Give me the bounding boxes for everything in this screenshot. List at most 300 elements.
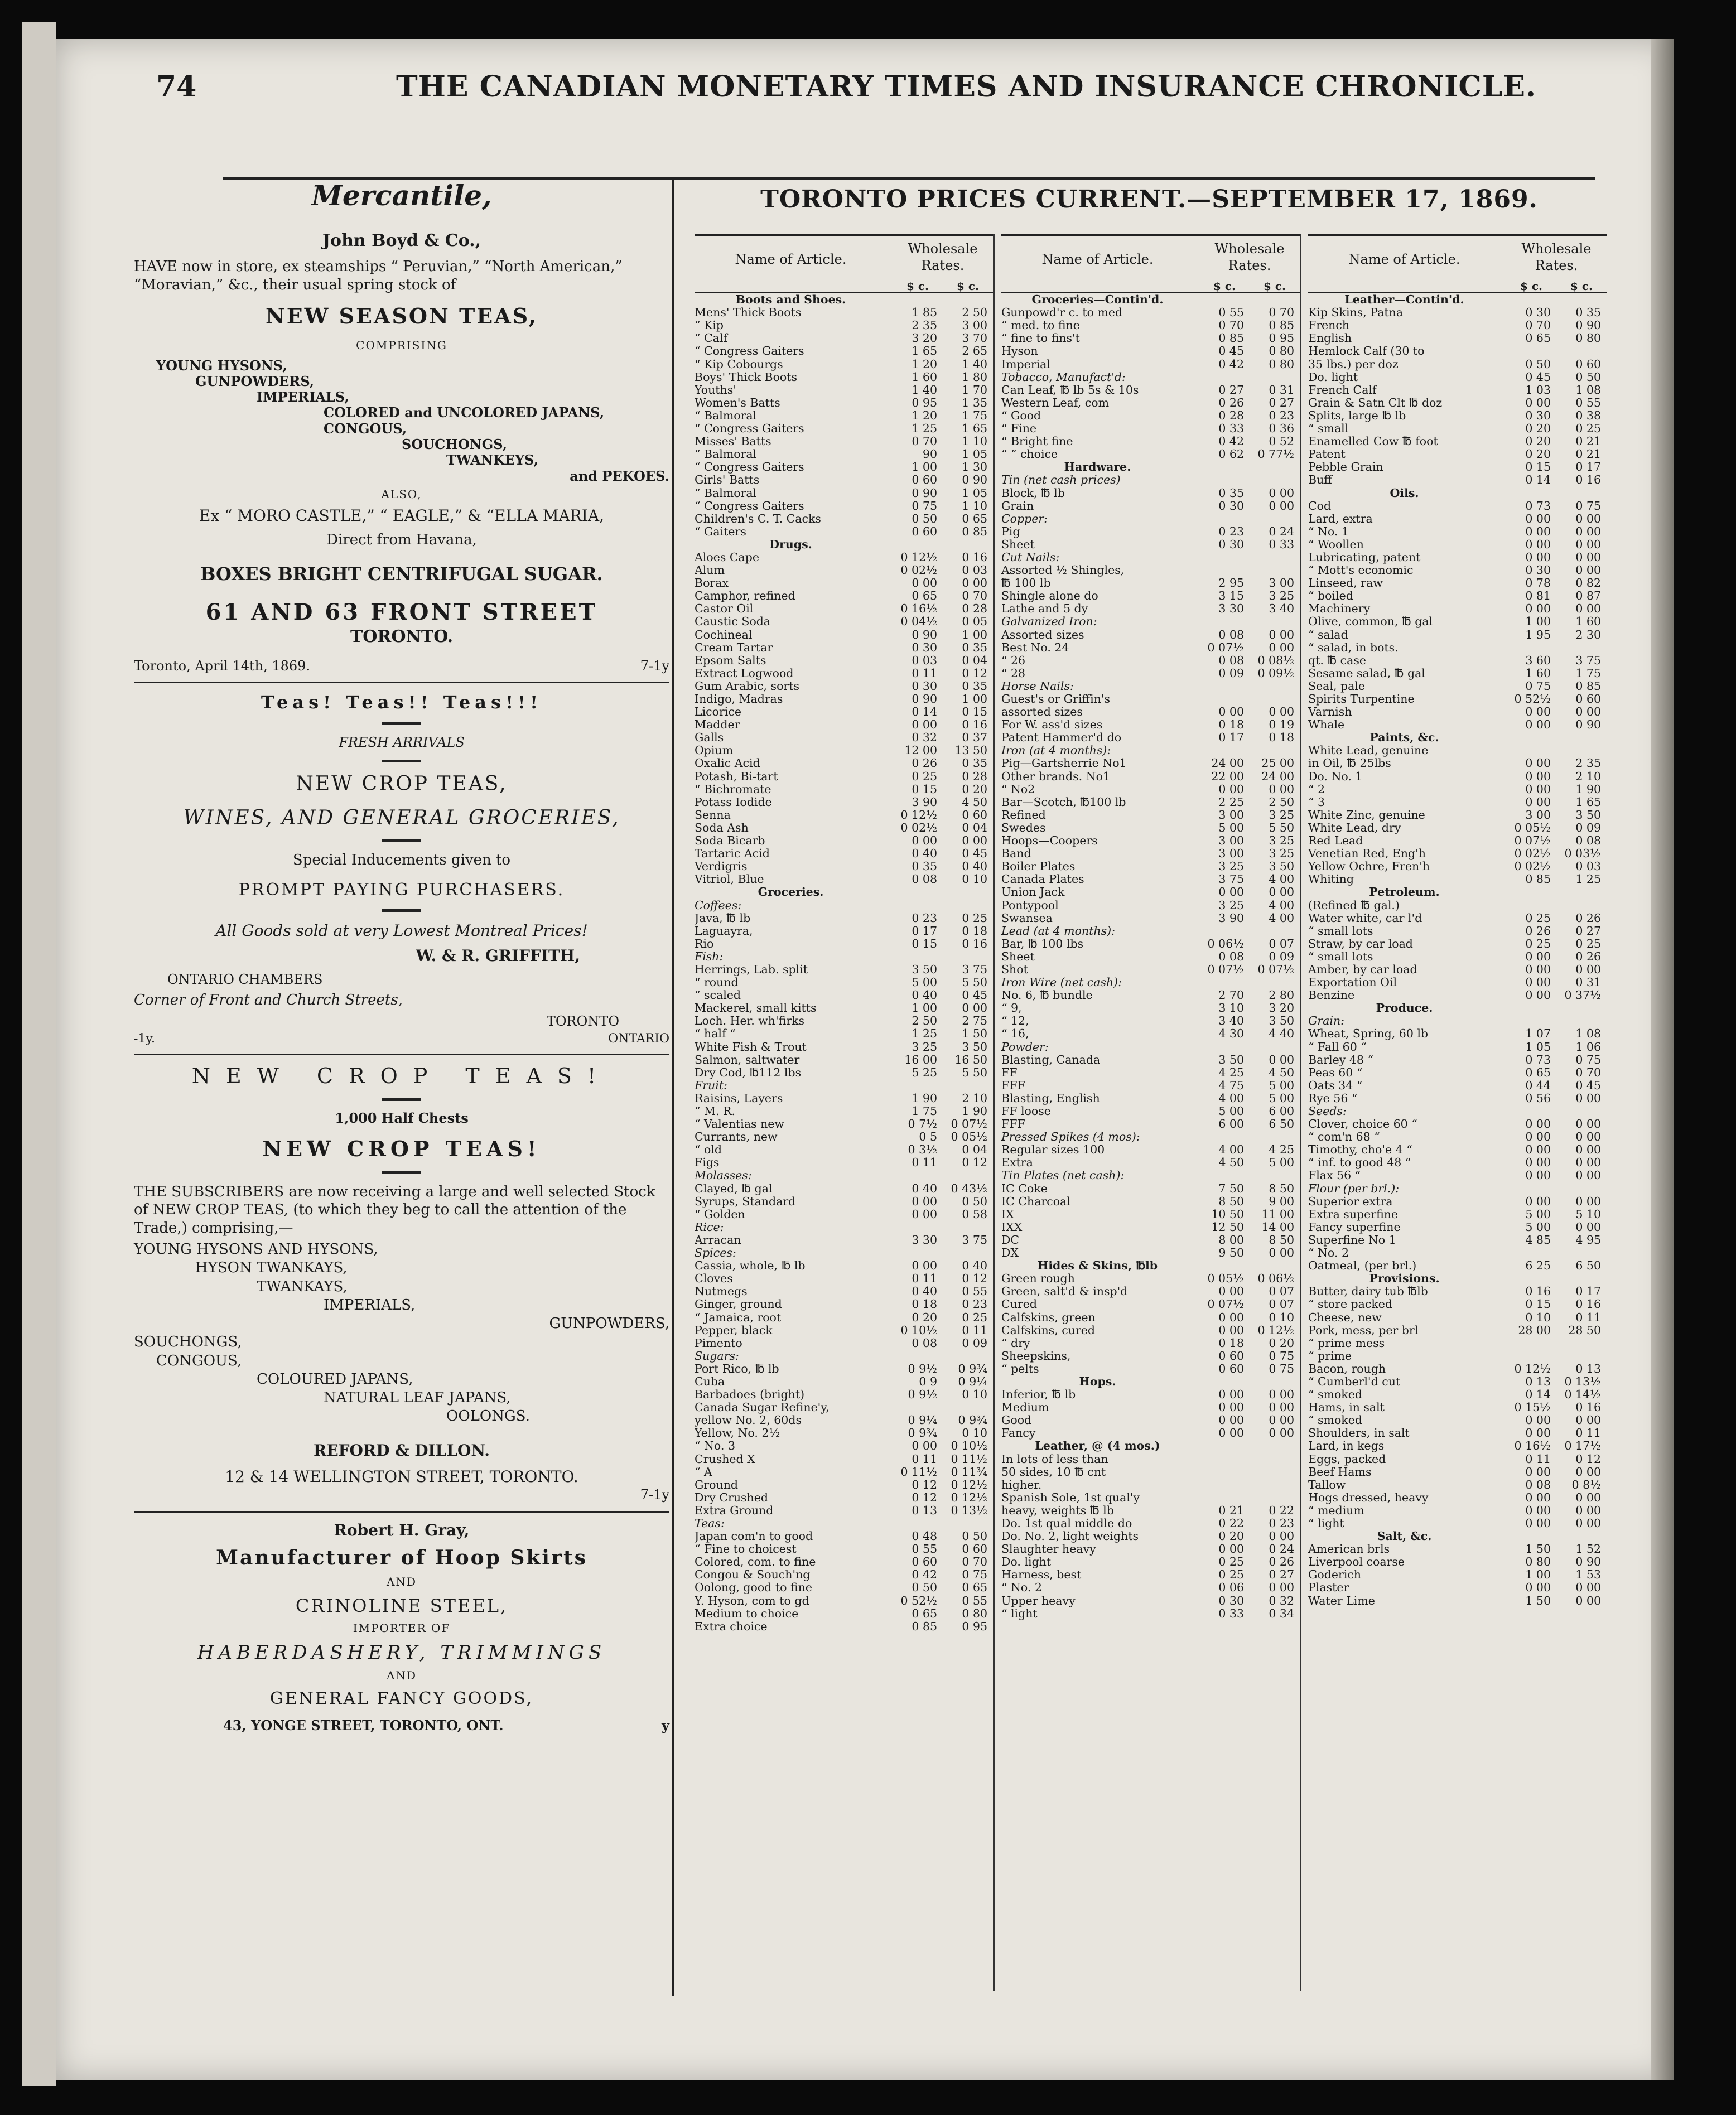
article-name: Borax <box>695 577 729 590</box>
short-rule <box>382 1171 421 1174</box>
price-row <box>695 384 993 397</box>
rate-low: 0 42 <box>912 1568 937 1582</box>
rate-low: 8 00 <box>1218 1233 1244 1247</box>
article-name: “ smoked <box>1308 1388 1362 1402</box>
article-name: Cut Nails: <box>1001 551 1060 564</box>
rate-low: 0 04½ <box>900 615 937 629</box>
price-row <box>1001 989 1300 1002</box>
rate-high: 0 21 <box>1575 435 1601 448</box>
price-row <box>695 641 993 654</box>
price-row <box>1001 409 1300 422</box>
rate-high: 0 35 <box>1575 306 1601 320</box>
article-name: White Zinc, genuine <box>1308 808 1425 822</box>
article-name: Pork, mess, per brl <box>1308 1324 1419 1337</box>
subheading-row <box>1001 744 1300 757</box>
article-name: Fish: <box>695 950 724 963</box>
rate-high: 0 00 <box>1269 641 1294 654</box>
rate-low: 0 00 <box>1218 1285 1244 1298</box>
price-row <box>1308 358 1607 370</box>
rate-high: 0 20 <box>962 783 987 796</box>
article-name: White Lead, genuine <box>1308 744 1429 757</box>
rate-low: 90 <box>922 448 937 461</box>
price-row <box>1001 422 1300 435</box>
article-name: Mackerel, small kitts <box>695 1002 817 1015</box>
rate-low: 0 30 <box>1218 538 1244 551</box>
article-name: Sheet <box>1001 950 1035 963</box>
price-row <box>1001 1479 1300 1491</box>
rate-low: 0 15½ <box>1514 1401 1551 1414</box>
ad-fresh: FRESH ARRIVALS <box>339 735 465 750</box>
rate-low: 1 05 <box>1525 1040 1551 1054</box>
article-name: Bar—Scotch, ℔100 lb <box>1001 795 1126 809</box>
ad-importer: IMPORTER OF <box>353 1621 451 1635</box>
article-name: Slaughter heavy <box>1001 1543 1096 1556</box>
price-row <box>1001 1143 1300 1156</box>
article-name: Olive, common, ℔ gal <box>1308 615 1433 629</box>
rate-low: 0 60 <box>912 1556 937 1569</box>
rate-low: 0 00 <box>912 1195 937 1208</box>
article-name: Spanish Sole, 1st qual'y <box>1001 1491 1140 1504</box>
article-name: Lead (at 4 months): <box>1001 924 1115 938</box>
subheading-row <box>1001 371 1300 384</box>
rate-low: 0 40 <box>912 1285 937 1298</box>
rate-low: 0 14 <box>1525 1388 1551 1402</box>
rate-low: 0 08 <box>1525 1478 1551 1491</box>
article-name: Can Leaf, ℔ lb 5s & 10s <box>1001 383 1139 397</box>
rate-high: 0 13 <box>1575 1362 1601 1375</box>
price-row <box>1308 448 1607 461</box>
rate-high: 2 75 <box>962 1015 987 1028</box>
price-row <box>1001 577 1300 590</box>
rate-high: 0 77½ <box>1257 448 1294 461</box>
rate-low: 0 00 <box>1525 396 1551 409</box>
article-name: Currants, new <box>695 1131 778 1144</box>
rate-high: 0 07½ <box>1257 963 1294 976</box>
rate-header-label: Wholesale Rates. <box>1214 241 1285 273</box>
column-rule <box>993 234 995 1991</box>
rate-low: 0 73 <box>1525 499 1551 513</box>
rate-low: 0 7½ <box>908 1118 937 1131</box>
rate-high: 0 00 <box>1269 1053 1294 1066</box>
rate-high: 0 36 <box>1269 422 1294 436</box>
article-name: Extra superfine <box>1308 1208 1399 1221</box>
article-name: Green rough <box>1001 1272 1075 1286</box>
price-row <box>1001 1452 1300 1465</box>
article-name: Machinery <box>1308 602 1371 616</box>
price-row <box>1308 1092 1607 1105</box>
rate-high: 25 00 <box>1261 757 1294 770</box>
price-row <box>1001 500 1300 513</box>
price-row <box>1308 1440 1607 1452</box>
rate-high: 1 70 <box>962 383 987 397</box>
price-row <box>1001 538 1300 551</box>
article-name: Seeds: <box>1308 1105 1347 1118</box>
price-row <box>695 1156 993 1169</box>
page-number: 74 <box>156 70 197 104</box>
article-name: 35 lbs.) per doz <box>1308 358 1399 371</box>
article-name: Regular sizes 100 <box>1001 1143 1105 1157</box>
price-row <box>1001 448 1300 461</box>
rate-high: 0 07 <box>1269 937 1294 950</box>
rate-high: 0 28 <box>962 602 987 616</box>
article-name: Benzine <box>1308 989 1355 1002</box>
rate-low: 0 15 <box>1525 1298 1551 1311</box>
article-name: Epsom Salts <box>695 654 766 667</box>
price-row <box>695 654 993 667</box>
article-name: Varnish <box>1308 706 1352 719</box>
article-name: Extra <box>1001 1156 1033 1170</box>
article-name: in Oil, ℔ 25lbs <box>1308 757 1391 770</box>
rate-high: 0 00 <box>1575 1594 1601 1607</box>
price-row <box>695 1195 993 1208</box>
ad-boxes: BOXES BRIGHT CENTRIFUGAL SUGAR. <box>200 563 603 585</box>
rate-high: 0 28 <box>962 770 987 783</box>
price-row <box>1001 590 1300 602</box>
rate-high: 2 10 <box>962 1092 987 1105</box>
article-name: Girls' Batts <box>695 474 760 487</box>
price-row <box>695 1427 993 1440</box>
price-row <box>1308 525 1607 538</box>
article-name: Band <box>1001 847 1031 861</box>
subheading-row <box>1001 925 1300 938</box>
article-name: Raisins, Layers <box>695 1092 783 1105</box>
article-name: Bacon, rough <box>1308 1362 1386 1375</box>
article-name: IX <box>1001 1208 1014 1221</box>
rate-low: 1 00 <box>1525 1568 1551 1582</box>
rate-low: 3 50 <box>912 963 937 976</box>
rate-low: 9 50 <box>1218 1246 1244 1260</box>
article-name: “ M. R. <box>695 1105 735 1118</box>
article-name: Linseed, raw <box>1308 577 1383 590</box>
price-row <box>695 525 993 538</box>
rate-high: 0 16 <box>1575 474 1601 487</box>
price-row <box>695 1401 993 1414</box>
rate-low: 0 16½ <box>1514 1440 1551 1453</box>
rate-high: 1 52 <box>1575 1543 1601 1556</box>
rate-low: 0 42 <box>1218 435 1244 448</box>
rate-low: 1 65 <box>912 345 937 358</box>
rate-high: 0 00 <box>1575 1491 1601 1504</box>
rate-high: 0 00 <box>1575 1517 1601 1530</box>
price-row <box>1001 693 1300 706</box>
ad-firm: W. & R. GRIFFITH, <box>416 947 580 965</box>
article-name: Horse Nails: <box>1001 679 1074 693</box>
subheading-row <box>695 950 993 963</box>
article-name: Swedes <box>1001 821 1046 834</box>
rate-high: 3 50 <box>1575 808 1601 822</box>
column-header <box>695 234 993 293</box>
rate-high: 0 15 <box>962 706 987 719</box>
article-name: IXX <box>1001 1220 1023 1234</box>
tea-line: SOUCHONGS, <box>402 436 508 453</box>
article-name: Misses' Batts <box>695 435 771 448</box>
rate-low: 3 50 <box>1218 1053 1244 1066</box>
price-row <box>1001 1337 1300 1350</box>
price-row <box>1308 1363 1607 1375</box>
price-row <box>1308 319 1607 332</box>
rate-high: 0 55 <box>1575 396 1601 409</box>
article-name: “ inf. to good 48 “ <box>1308 1156 1411 1170</box>
price-row <box>695 1337 993 1350</box>
rate-low: 4 00 <box>1218 1092 1244 1105</box>
rate-header <box>1506 240 1607 293</box>
rate-high: 0 00 <box>1269 1388 1294 1402</box>
article-name: Congou & Souch'ng <box>695 1568 811 1582</box>
price-row <box>695 667 993 680</box>
ad-griffith <box>134 691 669 1046</box>
rate-low: 28 00 <box>1518 1324 1551 1337</box>
rate-high: 0 70 <box>962 590 987 603</box>
rate-high: 0 80 <box>1269 345 1294 358</box>
rate-high: 0 00 <box>1575 525 1601 538</box>
price-row <box>695 1143 993 1156</box>
rate-low: 0 00 <box>1525 989 1551 1002</box>
rate-high: 0 10 <box>962 873 987 886</box>
rate-low: 8 50 <box>1218 1195 1244 1208</box>
rate-high: 0 11½ <box>951 1452 987 1466</box>
rate-high: 5 50 <box>962 1066 987 1079</box>
ad-company: John Boyd & Co., <box>322 230 481 250</box>
rate-high: 0 55 <box>962 1285 987 1298</box>
article-name: Straw, by car load <box>1308 937 1413 950</box>
rate-high: 0 10 <box>962 1427 987 1440</box>
article-name: Indigo, Madras <box>695 693 783 706</box>
price-row <box>1308 435 1607 448</box>
price-row <box>1001 358 1300 370</box>
rate-low: 1 00 <box>912 1002 937 1015</box>
rate-high: 0 95 <box>962 1620 987 1633</box>
rate-high: 0 95 <box>1269 332 1294 345</box>
article-name: Cured <box>1001 1298 1037 1311</box>
rate-high: 0 00 <box>1269 706 1294 719</box>
rate-low: 0 17 <box>912 924 937 938</box>
rate-low: 0 00 <box>1525 706 1551 719</box>
price-row <box>695 1388 993 1401</box>
article-name: Pressed Spikes (4 mos): <box>1001 1131 1140 1144</box>
price-row <box>1308 306 1607 319</box>
price-row <box>695 1054 993 1066</box>
rate-low: 0 20 <box>912 1311 937 1324</box>
ad-corner: Corner of Front and Church Streets, <box>134 992 403 1008</box>
price-row <box>695 1285 993 1298</box>
section-heading-row <box>1308 731 1607 744</box>
rate-low: 4 25 <box>1218 1066 1244 1079</box>
rate-high: 0 45 <box>1575 1079 1601 1092</box>
rate-low: 0 30 <box>1525 306 1551 320</box>
unit-label: $ c. <box>906 279 929 293</box>
article-name: “ Bichromate <box>695 783 771 796</box>
rate-high: 0 00 <box>1575 551 1601 564</box>
article-name: ℔ 100 lb <box>1001 577 1051 590</box>
price-row <box>695 1479 993 1491</box>
price-row <box>695 615 993 628</box>
price-row <box>695 551 993 564</box>
rate-header-label: Wholesale Rates. <box>1521 241 1592 273</box>
rate-low: 0 85 <box>1525 873 1551 886</box>
rate-low: 0 06½ <box>1207 937 1244 950</box>
rate-low: 1 60 <box>912 370 937 384</box>
rate-high: 0 07 <box>1269 1285 1294 1298</box>
article-name: “ Balmoral <box>695 409 757 422</box>
price-row <box>1001 602 1300 615</box>
price-row <box>1308 371 1607 384</box>
price-row <box>1308 1118 1607 1131</box>
rate-low: 1 20 <box>912 409 937 422</box>
article-name: Red Lead <box>1308 834 1363 848</box>
price-row <box>1001 718 1300 731</box>
price-row <box>1001 306 1300 319</box>
rate-low: 0 02½ <box>900 821 937 834</box>
rate-high: 0 11 <box>1575 1427 1601 1440</box>
article-name: Tobacco, Manufact'd: <box>1001 370 1126 384</box>
rate-low: 0 44 <box>1525 1079 1551 1092</box>
price-row <box>1308 1350 1607 1363</box>
article-name: “ 9, <box>1001 1002 1022 1015</box>
rate-high: 2 30 <box>1575 628 1601 641</box>
rate-low: 3 00 <box>1218 847 1244 861</box>
price-row <box>1308 615 1607 628</box>
article-name: “ Fall 60 “ <box>1308 1040 1367 1054</box>
rate-low: 0 11 <box>912 1272 937 1286</box>
rate-high: 1 53 <box>1575 1568 1601 1582</box>
short-rule <box>382 760 421 762</box>
article-name: “ small lots <box>1308 924 1373 938</box>
article-name: Vitriol, Blue <box>695 873 764 886</box>
article-name: Flax 56 “ <box>1308 1169 1361 1182</box>
ad-code: -1y. <box>134 1031 155 1046</box>
article-name: In lots of less than <box>1001 1452 1108 1466</box>
article-name: FF loose <box>1001 1105 1051 1118</box>
article-name: Butter, dairy tub ℔lb <box>1308 1285 1428 1298</box>
article-name: Leather—Contin'd. <box>1344 293 1464 307</box>
rate-high: 0 00 <box>962 577 987 590</box>
article-name: Hides & Skins, ℔lb <box>1037 1259 1158 1273</box>
rate-low: 0 14 <box>1525 474 1551 487</box>
rate-low: 0 00 <box>1218 1311 1244 1324</box>
subheading-row <box>695 1079 993 1092</box>
rate-high: 0 70 <box>962 1556 987 1569</box>
rate-low: 0 30 <box>1525 563 1551 577</box>
rate-high: 2 50 <box>962 306 987 320</box>
rate-high: 0 9¾ <box>958 1362 987 1375</box>
rate-low: 0 12½ <box>1514 1362 1551 1375</box>
price-row <box>1001 1363 1300 1375</box>
rate-low: 1 90 <box>912 1092 937 1105</box>
ad-code: 7-1y <box>640 1486 669 1503</box>
article-name: Sheepskins, <box>1001 1349 1071 1363</box>
rate-high: 0 00 <box>1575 1220 1601 1234</box>
price-rows <box>695 293 993 1633</box>
rate-high: 0 16 <box>962 551 987 564</box>
price-row <box>1001 706 1300 718</box>
price-row <box>695 371 993 384</box>
rate-high: 0 80 <box>1575 332 1601 345</box>
price-row <box>695 1234 993 1247</box>
rate-low: 0 40 <box>912 989 937 1002</box>
article-name: Port Rico, ℔ lb <box>695 1362 779 1375</box>
rate-low: 5 00 <box>1218 1104 1244 1118</box>
price-row <box>1308 1298 1607 1311</box>
price-row <box>1001 1298 1300 1311</box>
rate-low: 0 25 <box>912 770 937 783</box>
rate-low: 0 78 <box>1525 577 1551 590</box>
article-name: Do. light <box>1308 370 1358 384</box>
column-header <box>1308 234 1607 293</box>
rate-high: 0 09 <box>1575 821 1601 834</box>
prices-title: TORONTO PRICES CURRENT.—SEPTEMBER 17, 1869. <box>760 185 1538 214</box>
rate-high: 0 03½ <box>1564 847 1601 861</box>
article-name: Hops. <box>1079 1375 1116 1388</box>
rate-low: 3 10 <box>1218 1002 1244 1015</box>
page-header <box>156 70 1584 120</box>
rate-high: 3 00 <box>1269 577 1294 590</box>
price-row <box>695 1414 993 1427</box>
rate-high: 4 00 <box>1269 899 1294 912</box>
price-row <box>1001 1530 1300 1543</box>
rate-high: 5 00 <box>1269 1079 1294 1092</box>
rate-low: 0 70 <box>912 435 937 448</box>
price-row <box>1001 1414 1300 1427</box>
price-row <box>1308 1247 1607 1259</box>
rate-low: 0 30 <box>1218 499 1244 513</box>
rate-high: 1 08 <box>1575 383 1601 397</box>
rate-high: 0 00 <box>1575 602 1601 616</box>
rate-high: 6 50 <box>1575 1259 1601 1273</box>
article-name: Arracan <box>695 1233 741 1247</box>
rate-low: 0 60 <box>1218 1362 1244 1375</box>
rate-low: 3 00 <box>1218 834 1244 848</box>
article-name: Ginger, ground <box>695 1298 782 1311</box>
rate-high: 0 00 <box>1575 1118 1601 1131</box>
article-name: Shoulders, in salt <box>1308 1427 1410 1440</box>
rate-high: 0 80 <box>962 1607 987 1620</box>
article-name: Nutmegs <box>695 1285 748 1298</box>
article-name: “ 12, <box>1001 1015 1029 1028</box>
rate-low: 0 35 <box>1218 486 1244 500</box>
article-name: assorted sizes <box>1001 706 1083 719</box>
article-name: FFF <box>1001 1079 1025 1092</box>
section-heading-row <box>1001 1375 1300 1388</box>
price-row <box>695 1324 993 1337</box>
article-name: White Fish & Trout <box>695 1040 807 1054</box>
article-name: “ fine to fins't <box>1001 332 1080 345</box>
price-row <box>1001 1156 1300 1169</box>
article-name: Java, ℔ lb <box>695 911 751 925</box>
rate-high: 16 50 <box>954 1053 987 1066</box>
rate-low: 0 00 <box>1525 770 1551 783</box>
article-name: Dry Crushed <box>695 1491 768 1504</box>
price-row <box>1308 1324 1607 1337</box>
rate-low: 0 05½ <box>1207 1272 1244 1286</box>
rate-high: 0 23 <box>1269 1517 1294 1530</box>
price-row <box>695 1027 993 1040</box>
article-name: FFF <box>1001 1118 1025 1131</box>
rate-low: 0 00 <box>1525 757 1551 770</box>
page-title: THE CANADIAN MONETARY TIMES AND INSURANCE CHRONICLE. <box>396 70 1537 104</box>
rate-low: 2 25 <box>1218 795 1244 809</box>
price-row <box>1001 1079 1300 1092</box>
price-row <box>1001 654 1300 667</box>
rate-low: 0 00 <box>1525 963 1551 976</box>
article-name: Soda Bicarb <box>695 834 765 848</box>
article-name: “ com'n 68 “ <box>1308 1131 1380 1144</box>
short-rule <box>382 909 421 912</box>
rate-low: 0 13 <box>1525 1375 1551 1388</box>
rate-low: 0 05½ <box>1514 821 1551 834</box>
rate-low: 0 35 <box>912 860 937 873</box>
price-row <box>695 1607 993 1620</box>
price-row <box>695 319 993 332</box>
